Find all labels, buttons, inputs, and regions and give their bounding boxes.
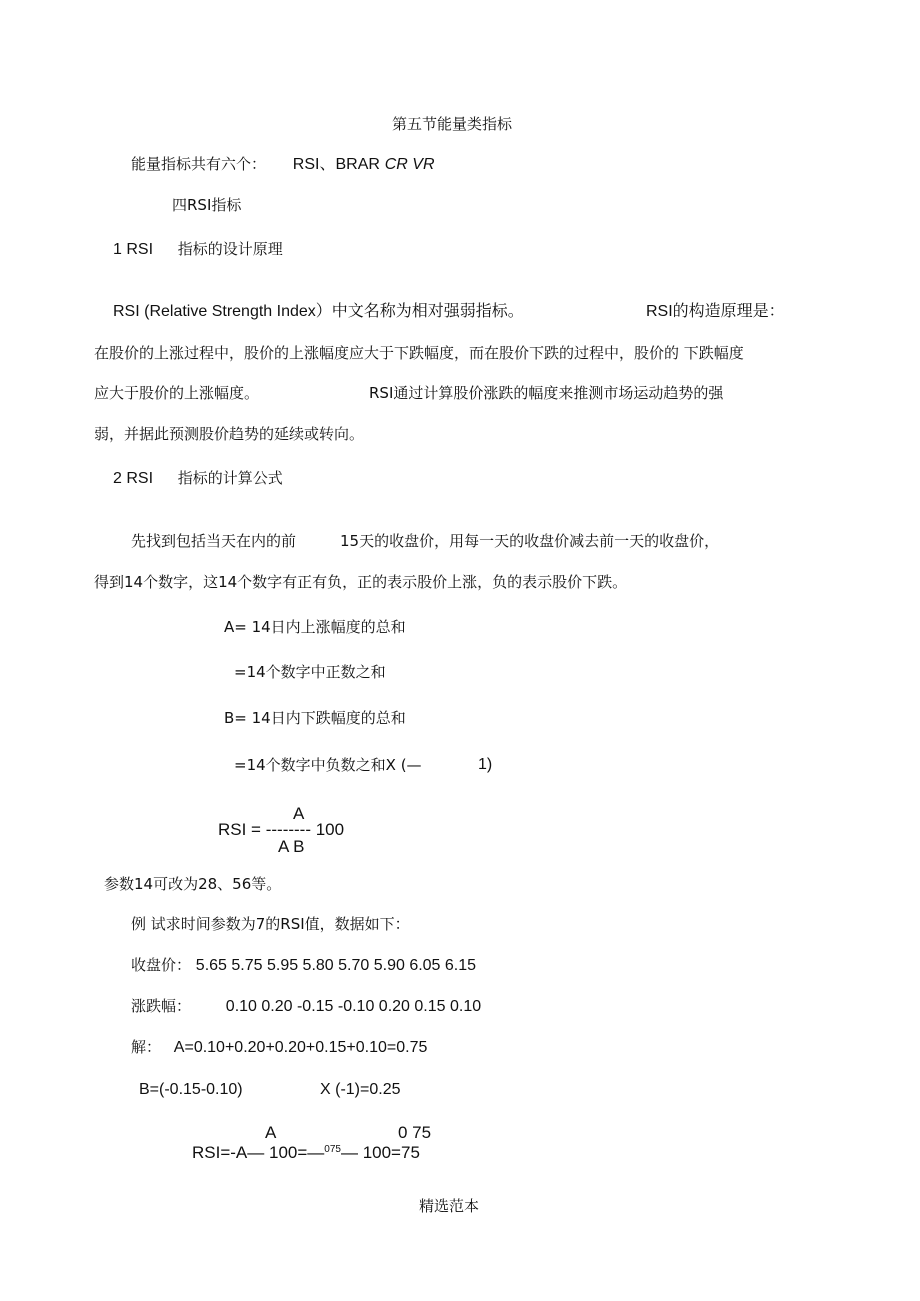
formula2-superscript: 075 [324, 1144, 341, 1155]
formula2-top-b: 0 75 [398, 1123, 432, 1142]
para2-line1-b: 15天的收盘价，用每一天的收盘价减去前一天的收盘价， [340, 532, 720, 550]
change-values: 0.10 0.20 -0.15 -0.10 0.20 0.15 0.10 [225, 998, 482, 1015]
change-line [131, 996, 481, 1017]
solution-a: A=0.10+0.20+0.20+0.15+0.10=0.75 [173, 1039, 428, 1056]
example-intro: 例 试求时间参数为7的RSI值，数据如下： [131, 915, 410, 933]
para1-line1-a: RSI (Relative Strength Index）中文名称为相对强弱指标。 [113, 303, 524, 320]
para1-line3-b: RSI通过计算股价涨跌的幅度来推测市场运动趋势的强 [369, 384, 724, 402]
solution-label: 解： [131, 1038, 162, 1056]
heading-2 [113, 468, 283, 489]
para1-line1-b: RSI的构造原理是： [646, 303, 785, 320]
heading-2-number: 2 RSI [113, 470, 154, 487]
heading-1-number: 1 RSI [113, 241, 154, 258]
solution-a-line [131, 1037, 427, 1058]
intro-italic: CR VR [384, 156, 435, 173]
param-note: 参数14可改为28、56等。 [104, 875, 282, 893]
page-title: 第五节能量类指标 [392, 115, 513, 133]
formula-denominator: A B [278, 837, 305, 856]
intro-text: 能量指标共有六个： [131, 155, 267, 173]
def-b-line2-b: 1) [478, 756, 493, 773]
para1-line3-a: 应大于股价的上涨幅度。 [94, 384, 260, 402]
para1-line2: 在股价的上涨过程中，股价的上涨幅度应大于下跌幅度，而在股价下跌的过程中，股价的 下跌幅度 [94, 344, 744, 362]
formula2-main-b: — 100=75 [340, 1143, 420, 1162]
change-label: 涨跌幅： [131, 997, 192, 1015]
page-footer: 精选范本 [419, 1197, 480, 1215]
def-a-line1: A= 14日内上涨幅度的总和 [224, 618, 406, 636]
para2-line1-a: 先找到包括当天在内的前 [131, 532, 297, 550]
def-a-line2: =14个数字中正数之和 [234, 663, 386, 681]
close-price-values: 5.65 5.75 5.95 5.80 5.70 5.90 6.05 6.15 [195, 957, 477, 974]
heading-2-text: 指标的计算公式 [177, 469, 283, 487]
def-b-line1: B= 14日内下跌幅度的总和 [224, 709, 406, 727]
solution-b-part2: X (-1)=0.25 [320, 1081, 401, 1098]
section-four-heading: 四RSI指标 [172, 196, 242, 214]
solution-b-part1: B=(-0.15-0.10) [139, 1081, 243, 1098]
heading-1-text: 指标的设计原理 [177, 240, 283, 258]
formula-numerator: A [293, 804, 305, 823]
formula2-top-a: A [265, 1123, 277, 1142]
para1-line4: 弱，并据此预测股价趋势的延续或转向。 [94, 425, 365, 443]
para2-line2: 得到14个数字，这14个数字有正有负，正的表示股价上涨，负的表示股价下跌。 [94, 573, 628, 591]
def-b-line2-a: =14个数字中负数之和X (— [234, 756, 422, 774]
intro-list: RSI、BRAR [292, 156, 380, 173]
formula2-main-a: RSI=-A— 100=— [192, 1143, 325, 1162]
intro-line [131, 154, 435, 175]
close-price-line [131, 955, 476, 976]
close-price-label: 收盘价： [131, 956, 192, 974]
formula-main: RSI = -------- 100 [218, 820, 345, 839]
formula2-main [192, 1143, 420, 1166]
heading-1 [113, 239, 283, 260]
